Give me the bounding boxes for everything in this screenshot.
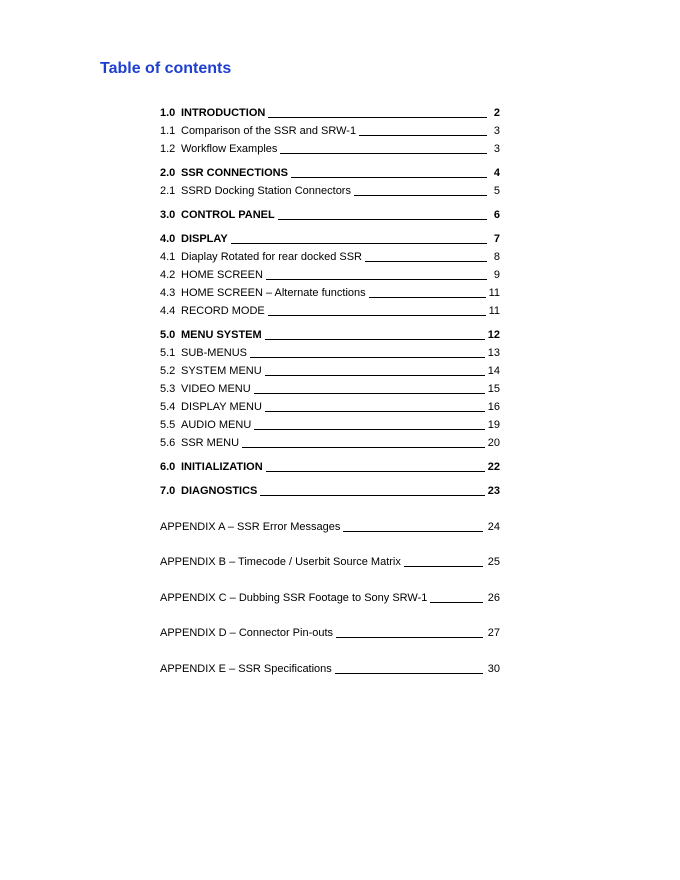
toc-leader-line [266, 278, 487, 280]
toc-leader-line [280, 152, 487, 154]
toc-entry-number: 1.1 [160, 125, 176, 137]
toc-entry-5-6[interactable] [160, 434, 500, 452]
toc-leader-line [404, 565, 483, 567]
toc-appendix-title: APPENDIX B – Timecode / Userbit Source Matrix [160, 556, 401, 568]
toc-entry-number: 5.0 [160, 329, 176, 341]
toc-entry-number: 1.2 [160, 143, 176, 155]
toc-page-number: 25 [487, 556, 500, 568]
table-of-contents [160, 104, 500, 678]
toc-appendix-c[interactable] [160, 589, 500, 607]
toc-entry-number: 5.6 [160, 437, 176, 449]
toc-entry-number: 4.1 [160, 251, 176, 263]
toc-entry-title: DIAGNOSTICS [181, 485, 258, 497]
toc-page-number: 20 [487, 437, 500, 449]
toc-entry-title: MENU SYSTEM [181, 329, 262, 341]
toc-entry-number: 5.1 [160, 347, 176, 359]
toc-entry-6-0[interactable] [160, 458, 500, 476]
toc-leader-line [359, 134, 487, 136]
toc-entry-number: 4.0 [160, 233, 176, 245]
toc-leader-line [335, 672, 483, 674]
toc-entry-number: 2.0 [160, 167, 176, 179]
toc-leader-line [268, 116, 487, 118]
toc-page-number: 15 [487, 383, 500, 395]
toc-entry-number: 4.2 [160, 269, 176, 281]
toc-leader-line [266, 470, 485, 472]
toc-entry-number: 2.1 [160, 185, 176, 197]
toc-leader-line [254, 428, 484, 430]
toc-entry-title: Diaplay Rotated for rear docked SSR [181, 251, 362, 263]
toc-entry-4-2[interactable] [160, 266, 500, 284]
toc-entry-number: 7.0 [160, 485, 176, 497]
toc-entry-5-2[interactable] [160, 362, 500, 380]
toc-entry-number: 5.3 [160, 383, 176, 395]
toc-leader-line [265, 338, 485, 340]
toc-entry-number: 5.2 [160, 365, 176, 377]
toc-leader-line [250, 356, 485, 358]
toc-entry-title: INTRODUCTION [181, 107, 266, 119]
toc-entry-title: INITIALIZATION [181, 461, 263, 473]
toc-entry-4-3[interactable] [160, 284, 500, 302]
toc-page-number: 19 [487, 419, 500, 431]
toc-entry-title: SSRD Docking Station Connectors [181, 185, 351, 197]
toc-page-number: 24 [487, 520, 500, 533]
toc-entry-7-0[interactable] [160, 482, 500, 500]
toc-page-number: 9 [493, 269, 500, 281]
toc-page-number: 14 [487, 365, 500, 377]
toc-entry-2-0[interactable] [160, 164, 500, 182]
toc-page-number: 30 [487, 662, 500, 675]
toc-entry-title: RECORD MODE [181, 305, 265, 317]
toc-page-number: 4 [493, 167, 500, 179]
toc-page-number: 3 [493, 125, 500, 137]
toc-leader-line [343, 530, 482, 532]
toc-entry-title: Comparison of the SSR and SRW-1 [181, 125, 357, 137]
toc-page-number: 12 [487, 329, 500, 341]
toc-leader-line [231, 242, 487, 244]
toc-page-number: 27 [487, 627, 500, 639]
toc-entry-1-1[interactable] [160, 122, 500, 140]
page-title: Table of contents [100, 60, 232, 77]
toc-leader-line [336, 636, 483, 638]
toc-entry-4-4[interactable] [160, 302, 500, 320]
toc-page-number: 3 [493, 143, 500, 155]
toc-entry-title: DISPLAY [181, 233, 228, 245]
toc-entry-5-0[interactable] [160, 326, 500, 344]
toc-leader-line [242, 446, 485, 448]
toc-appendix-title: APPENDIX D – Connector Pin-outs [160, 627, 334, 639]
toc-leader-line [268, 314, 486, 316]
toc-entry-title: Workflow Examples [181, 143, 278, 155]
toc-entry-title: SSR CONNECTIONS [181, 167, 288, 179]
toc-entry-title: CONTROL PANEL [181, 209, 275, 221]
toc-appendix-d[interactable] [160, 624, 500, 642]
toc-leader-line [369, 296, 486, 298]
toc-entry-title: VIDEO MENU [181, 383, 251, 395]
toc-leader-line [265, 410, 485, 412]
toc-entry-number: 6.0 [160, 461, 176, 473]
toc-appendix-title: APPENDIX A – SSR Error Messages [160, 520, 341, 533]
toc-page-number: 13 [487, 347, 500, 359]
toc-entry-4-1[interactable] [160, 248, 500, 266]
toc-page-number: 11 [488, 287, 500, 299]
toc-entry-number: 5.4 [160, 401, 176, 413]
toc-entry-title: SYSTEM MENU [181, 365, 262, 377]
toc-appendix-a[interactable] [160, 518, 500, 536]
toc-entry-title: AUDIO MENU [181, 419, 252, 431]
toc-entry-title: HOME SCREEN – Alternate functions [181, 287, 366, 299]
toc-appendix-title: APPENDIX C – Dubbing SSR Footage to Sony SRW-1 [160, 591, 428, 604]
toc-page-number: 16 [487, 401, 500, 413]
toc-page-number: 7 [493, 233, 500, 245]
toc-entry-1-0[interactable] [160, 104, 500, 122]
toc-leader-line [354, 194, 487, 196]
toc-leader-line [260, 494, 484, 496]
toc-page-number: 6 [493, 209, 500, 221]
toc-page-number: 5 [493, 185, 500, 197]
toc-entry-title: DISPLAY MENU [181, 401, 262, 413]
toc-appendix-e[interactable] [160, 660, 500, 678]
toc-leader-line [430, 601, 482, 603]
toc-page-number: 2 [493, 107, 500, 119]
toc-entry-2-1[interactable] [160, 182, 500, 200]
toc-entry-number: 1.0 [160, 107, 176, 119]
toc-entry-title: HOME SCREEN [181, 269, 263, 281]
toc-entry-5-5[interactable] [160, 416, 500, 434]
toc-page-number: 8 [493, 251, 500, 263]
toc-entry-5-4[interactable] [160, 398, 500, 416]
toc-entry-number: 3.0 [160, 209, 176, 221]
toc-page-number: 26 [487, 591, 500, 604]
toc-leader-line [265, 374, 485, 376]
toc-entry-number: 4.3 [160, 287, 176, 299]
toc-leader-line [291, 176, 487, 178]
toc-entry-number: 5.5 [160, 419, 176, 431]
toc-entry-3-0[interactable] [160, 206, 500, 224]
toc-appendix-title: APPENDIX E – SSR Specifications [160, 662, 332, 675]
toc-page-number: 23 [487, 485, 500, 497]
toc-appendix-b[interactable] [160, 553, 500, 571]
toc-page-number: 22 [487, 461, 500, 473]
toc-entry-4-0[interactable] [160, 230, 500, 248]
toc-entry-title: SUB-MENUS [181, 347, 248, 359]
toc-entry-title: SSR MENU [181, 437, 240, 449]
toc-leader-line [254, 392, 485, 394]
toc-leader-line [365, 260, 487, 262]
toc-leader-line [278, 218, 487, 220]
toc-page-number: 11 [488, 305, 500, 317]
toc-entry-number: 4.4 [160, 305, 176, 317]
toc-entry-1-2[interactable] [160, 140, 500, 158]
toc-entry-5-3[interactable] [160, 380, 500, 398]
toc-entry-5-1[interactable] [160, 344, 500, 362]
